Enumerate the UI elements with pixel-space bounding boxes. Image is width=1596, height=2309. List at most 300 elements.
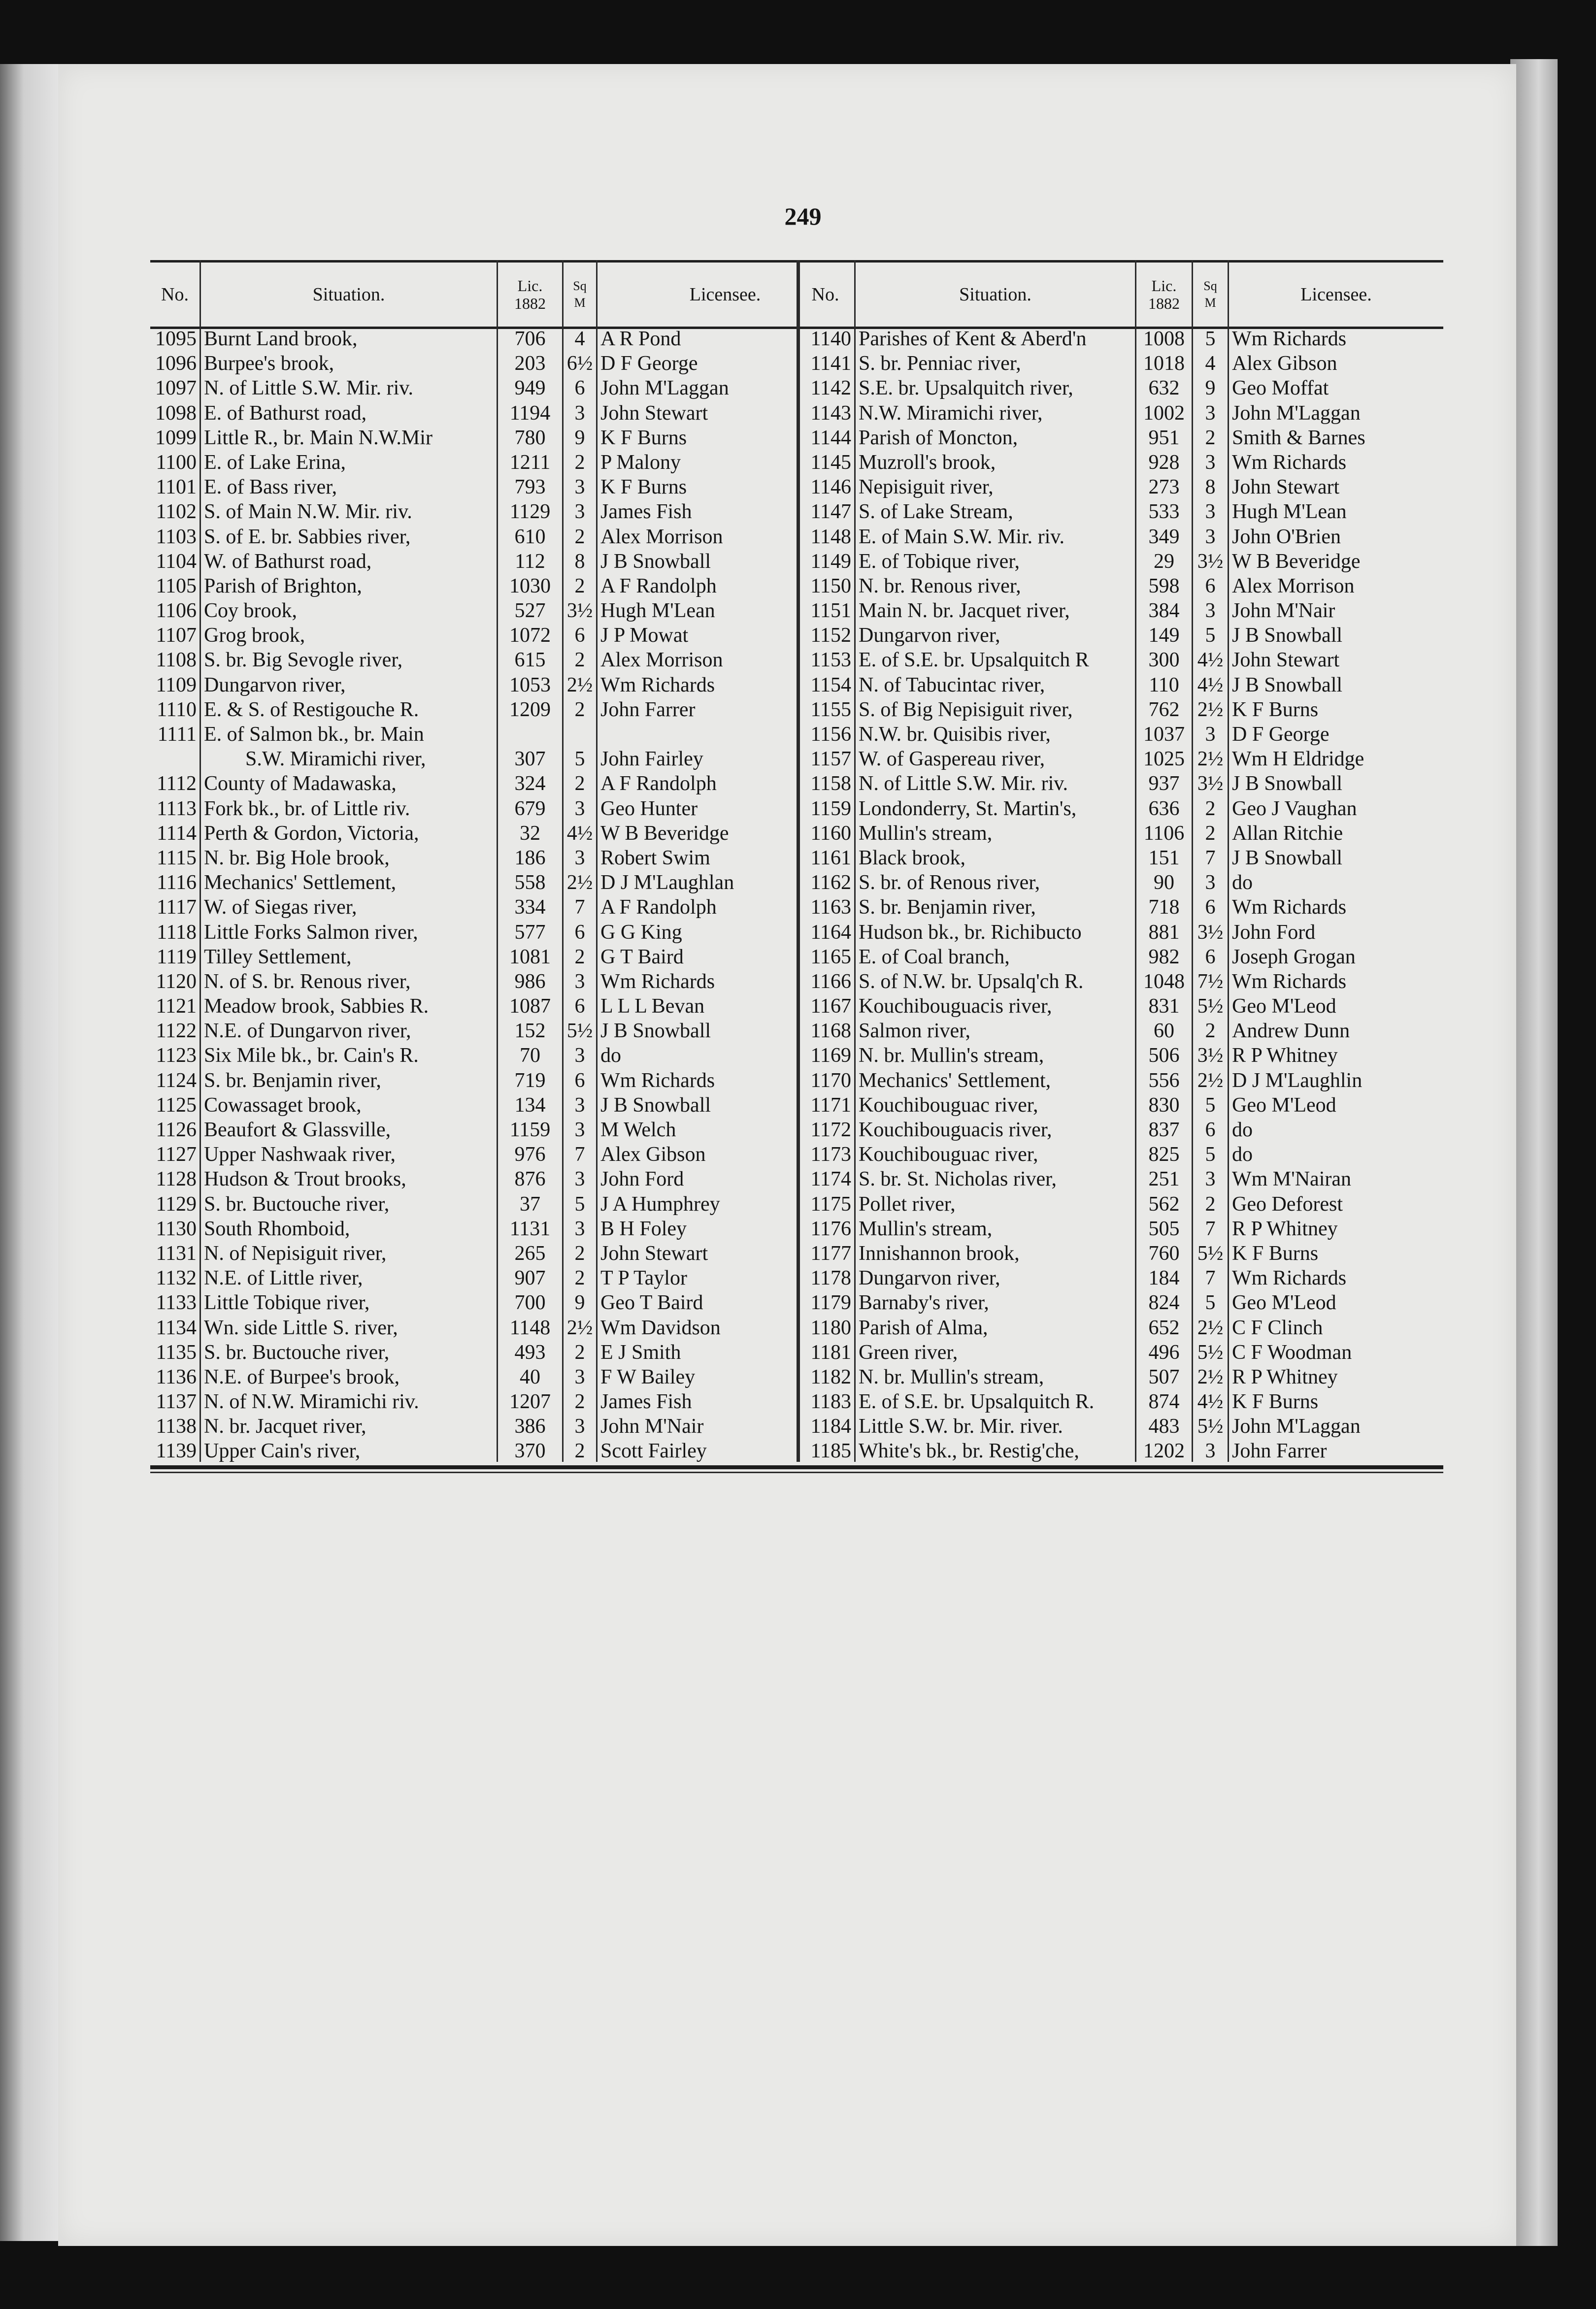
cell-situation: Parish of Brighton, — [204, 574, 362, 597]
cell-situation: W. of Siegas river, — [204, 896, 357, 919]
cell-situation: Main N. br. Jacquet river, — [859, 599, 1070, 623]
cell-no: 1145 — [810, 451, 851, 474]
cell-sq: 3 — [574, 476, 585, 499]
cell-sq: 6 — [574, 1069, 585, 1092]
cell-licensee: R P Whitney — [1232, 1217, 1338, 1240]
cell-no: 1173 — [810, 1143, 851, 1166]
cell-licensee: F W Bailey — [600, 1365, 696, 1388]
cell-licensee: C F Clinch — [1232, 1316, 1323, 1339]
cell-situation: E. of Bathurst road, — [204, 401, 367, 425]
cell-sq: 2 — [574, 1440, 585, 1463]
cell-situation: Parishes of Kent & Aberd'n — [859, 328, 1087, 350]
cell-situation: Coy brook, — [204, 599, 297, 623]
table-row — [150, 673, 853, 697]
cell-lic: 1209 — [509, 698, 551, 721]
table-row — [797, 351, 1443, 376]
cell-sq: 2 — [574, 525, 585, 548]
cell-lic: 334 — [514, 896, 546, 919]
cell-sq: 3½ — [1197, 921, 1224, 944]
cell-sq: 9 — [574, 426, 585, 449]
cell-lic: 652 — [1148, 1316, 1180, 1339]
cell-lic: 60 — [1154, 1020, 1174, 1043]
cell-no: 1113 — [157, 797, 197, 820]
cell-no: 1106 — [156, 599, 197, 623]
table-row — [797, 747, 1443, 771]
cell-licensee: A F Randolph — [600, 896, 717, 919]
table-row — [150, 450, 853, 475]
cell-situation: Hudson & Trout brooks, — [204, 1168, 406, 1191]
cell-no: 1163 — [810, 896, 851, 919]
table-row — [150, 549, 853, 574]
cell-no: 1162 — [810, 871, 851, 894]
cell-lic: 493 — [514, 1341, 546, 1364]
cell-licensee: John M'Nair — [600, 1415, 704, 1438]
header-lic — [498, 263, 562, 327]
header-no: No. — [811, 284, 839, 305]
cell-sq: 2 — [574, 772, 585, 795]
cell-licensee: L L L Bevan — [600, 995, 705, 1018]
cell-licensee: John O'Brien — [1232, 525, 1341, 548]
cell-licensee: D J M'Laughlin — [1232, 1069, 1363, 1092]
cell-lic: 700 — [514, 1291, 546, 1315]
cell-no: 1185 — [810, 1440, 851, 1463]
cell-sq: 5 — [574, 748, 585, 771]
cell-licensee: John M'Laggan — [1232, 401, 1361, 425]
header-sq-line1: Sq — [573, 279, 587, 293]
cell-situation: Dungarvon river, — [859, 624, 1000, 647]
cell-licensee: D F George — [600, 352, 698, 375]
table-row — [797, 673, 1443, 697]
table-row — [797, 525, 1443, 549]
cell-no: 1149 — [810, 550, 851, 573]
cell-licensee: J B Snowball — [1232, 772, 1343, 795]
cell-lic: 1025 — [1143, 748, 1185, 771]
cell-sq: 5½ — [1197, 1242, 1224, 1265]
cell-licensee: Geo Moffat — [1232, 377, 1329, 400]
cell-situation: S. br. Buctouche river, — [204, 1341, 390, 1364]
cell-lic: 874 — [1148, 1390, 1180, 1414]
cell-situation: Upper Nashwaak river, — [204, 1143, 396, 1166]
cell-situation: N.W. br. Quisibis river, — [859, 723, 1051, 746]
cell-licensee: Wm Richards — [1232, 328, 1347, 350]
left-page-edge — [0, 64, 59, 2241]
cell-sq: 2 — [574, 1390, 585, 1414]
cell-no: 1138 — [156, 1415, 197, 1438]
table-row — [797, 1118, 1443, 1142]
table-row — [797, 1439, 1443, 1463]
cell-situation: S. br. Buctouche river, — [204, 1192, 390, 1216]
cell-no: 1178 — [810, 1267, 851, 1290]
cell-lic: 1002 — [1143, 401, 1185, 425]
cell-lic: 718 — [1148, 896, 1180, 919]
table-row — [797, 648, 1443, 672]
cell-lic: 1072 — [509, 624, 551, 647]
cell-no: 1155 — [810, 698, 851, 721]
cell-no: 1121 — [156, 995, 197, 1018]
cell-sq: 3 — [574, 797, 585, 820]
table-row — [797, 796, 1443, 821]
header-lic-line2: 1882 — [1148, 295, 1180, 312]
cell-licensee: Smith & Barnes — [1232, 426, 1365, 449]
table-bottom-rule — [150, 1465, 1443, 1469]
cell-lic: 1129 — [509, 500, 551, 524]
cell-lic: 90 — [1154, 871, 1174, 894]
cell-lic: 1211 — [509, 451, 551, 474]
cell-lic: 928 — [1148, 451, 1180, 474]
cell-lic: 610 — [514, 525, 546, 548]
cell-lic: 1081 — [509, 945, 551, 968]
cell-no: 1111 — [157, 723, 197, 746]
cell-lic: 780 — [514, 426, 546, 449]
header-sq-line2: M — [574, 296, 586, 310]
cell-sq: 5 — [1205, 328, 1216, 350]
table-row — [150, 1068, 853, 1093]
cell-no: 1125 — [156, 1093, 197, 1117]
cell-no: 1161 — [810, 846, 851, 869]
cell-sq: 2 — [574, 698, 585, 721]
cell-licensee: James Fish — [600, 1390, 692, 1414]
cell-sq: 5½ — [1197, 1341, 1224, 1364]
cell-lic: 1159 — [509, 1119, 551, 1141]
cell-situation: Mullin's stream, — [859, 822, 993, 845]
cell-licensee: Wm Richards — [1232, 970, 1347, 993]
cell-situation: E. of Main S.W. Mir. riv. — [859, 525, 1065, 548]
cell-situation: Salmon river, — [859, 1020, 970, 1043]
cell-licensee: J B Snowball — [1232, 846, 1343, 869]
cell-licensee: G G King — [600, 921, 682, 944]
cell-sq: 7 — [1205, 1217, 1216, 1240]
cell-sq: 8 — [574, 550, 585, 573]
table-bottom-rule-thin — [150, 1472, 1443, 1473]
cell-situation: Little Forks Salmon river, — [204, 921, 418, 944]
cell-licensee: Wm Davidson — [600, 1316, 721, 1339]
table-row — [150, 1019, 853, 1043]
right-licence-table — [797, 256, 1443, 1463]
cell-situation: Fork bk., br. of Little riv. — [204, 797, 410, 820]
cell-lic: 110 — [1149, 673, 1179, 696]
cell-no: 1182 — [810, 1365, 851, 1388]
cell-licensee: K F Burns — [1232, 698, 1319, 721]
cell-licensee: W B Beveridge — [600, 822, 729, 845]
cell-no: 1169 — [810, 1044, 851, 1067]
cell-no: 1095 — [155, 328, 197, 350]
cell-situation: N. of Nepisiguit river, — [204, 1242, 387, 1265]
cell-licensee: Allan Ritchie — [1232, 822, 1343, 845]
table-row — [797, 1142, 1443, 1167]
cell-sq: 6 — [574, 921, 585, 944]
table-row — [797, 1290, 1443, 1315]
cell-lic: 831 — [1148, 995, 1180, 1018]
header-sq — [1193, 263, 1228, 327]
cell-sq: 7½ — [1197, 970, 1224, 993]
cell-situation: S. of N.W. br. Upsalq'ch R. — [859, 970, 1084, 993]
cell-no: 1143 — [810, 401, 851, 425]
cell-sq: 3 — [574, 970, 585, 993]
cell-situation: Green river, — [859, 1341, 958, 1364]
cell-licensee: A F Randolph — [600, 574, 717, 597]
cell-situation: Kouchibouguac river, — [859, 1143, 1038, 1166]
cell-sq: 2½ — [1197, 1316, 1224, 1339]
header-situation: Situation. — [312, 284, 385, 305]
cell-lic: 29 — [1154, 550, 1174, 573]
cell-no: 1110 — [157, 698, 197, 721]
cell-situation: Perth & Gordon, Victoria, — [204, 822, 419, 845]
cell-situation: Hudson bk., br. Richibucto — [859, 921, 1082, 944]
cell-lic: 1048 — [1143, 970, 1185, 993]
header-licensee: Licensee. — [1300, 284, 1372, 305]
cell-situation: Parish of Alma, — [859, 1316, 988, 1339]
cell-no: 1184 — [810, 1415, 851, 1438]
cell-sq: 3 — [1205, 1440, 1216, 1463]
cell-sq: 6 — [1205, 1119, 1216, 1141]
cell-sq: 2 — [1205, 822, 1216, 845]
cell-sq: 6 — [1205, 945, 1216, 968]
cell-situation: S. br. of Renous river, — [859, 871, 1040, 894]
cell-no: 1139 — [156, 1440, 197, 1463]
cell-sq: 3 — [1205, 599, 1216, 623]
cell-situation: E. of Tobique river, — [859, 550, 1020, 573]
cell-no: 1183 — [810, 1390, 851, 1414]
cell-lic: 679 — [514, 797, 546, 820]
cell-licensee: R P Whitney — [1232, 1044, 1338, 1067]
cell-lic: 556 — [1148, 1069, 1180, 1092]
cell-no: 1179 — [810, 1291, 851, 1315]
right-page-edge — [1510, 59, 1558, 2246]
cell-sq: 3½ — [566, 599, 593, 623]
cell-licensee: John Stewart — [1232, 649, 1340, 672]
table-row — [797, 1266, 1443, 1290]
cell-lic: 32 — [520, 822, 540, 845]
cell-licensee: Geo M'Leod — [1232, 995, 1336, 1018]
cell-situation: N. br. Jacquet river, — [204, 1415, 366, 1438]
cell-licensee: W B Beveridge — [1232, 550, 1361, 573]
cell-no: 1108 — [156, 649, 197, 672]
cell-situation: Kouchibouguacis river, — [859, 995, 1052, 1018]
cell-situation: Cowassaget brook, — [204, 1093, 362, 1117]
cell-licensee: James Fish — [600, 500, 692, 524]
table-row — [150, 1414, 853, 1439]
left-licence-table — [150, 256, 853, 1463]
cell-sq: 7 — [1205, 1267, 1216, 1290]
cell-no: 1126 — [156, 1119, 197, 1141]
cell-no: 1180 — [810, 1316, 851, 1339]
header-lic-line1: Lic. — [517, 277, 543, 295]
cell-licensee: J P Mowat — [600, 624, 689, 647]
table-row — [797, 1068, 1443, 1093]
table-row — [150, 1093, 853, 1118]
table-row — [797, 376, 1443, 400]
cell-lic: 203 — [514, 352, 546, 375]
cell-lic: 1207 — [509, 1390, 551, 1414]
cell-no: 1103 — [156, 525, 197, 548]
cell-sq: 2 — [574, 945, 585, 968]
cell-licensee: John Stewart — [1232, 476, 1340, 499]
cell-situation: Six Mile bk., br. Cain's R. — [204, 1044, 419, 1067]
cell-no: 1115 — [157, 846, 197, 869]
cell-sq: 4½ — [1197, 1390, 1224, 1414]
cell-situation: W. of Gaspereau river, — [859, 748, 1045, 771]
table-row — [150, 1290, 853, 1315]
table-row — [150, 525, 853, 549]
cell-lic: 1202 — [1143, 1440, 1185, 1463]
cell-sq: 2 — [1205, 797, 1216, 820]
cell-sq: 7 — [574, 896, 585, 919]
cell-lic: 1106 — [1143, 822, 1185, 845]
table-row — [150, 401, 853, 426]
table-row — [150, 1241, 853, 1266]
table-row — [150, 697, 853, 722]
cell-sq: 2 — [1205, 1192, 1216, 1216]
cell-licensee: G T Baird — [600, 945, 684, 968]
cell-licensee: J B Snowball — [600, 550, 711, 573]
cell-sq: 3 — [574, 1044, 585, 1067]
cell-no: 1170 — [810, 1069, 851, 1092]
cell-licensee: Wm Richards — [1232, 1267, 1347, 1290]
cell-licensee: Scott Fairley — [600, 1440, 707, 1463]
cell-sq: 2½ — [566, 1316, 593, 1339]
cell-situation: Burpee's brook, — [204, 352, 334, 375]
cell-situation: N. of S. br. Renous river, — [204, 970, 411, 993]
cell-no: 1129 — [156, 1192, 197, 1216]
cell-licensee: K F Burns — [1232, 1390, 1319, 1414]
cell-no: 1114 — [157, 822, 197, 845]
header-sq-line2: M — [1204, 296, 1216, 310]
cell-lic: 151 — [1148, 846, 1180, 869]
cell-sq: 3 — [574, 1217, 585, 1240]
cell-sq: 3½ — [1197, 772, 1224, 795]
cell-situation: N. br. Big Hole brook, — [204, 846, 390, 869]
cell-lic: 184 — [1148, 1267, 1180, 1290]
table-row — [150, 1043, 853, 1068]
cell-lic: 577 — [514, 921, 546, 944]
table-row — [150, 648, 853, 672]
cell-situation: S. br. Big Sevogle river, — [204, 649, 403, 672]
cell-lic: 986 — [514, 970, 546, 993]
table-row — [797, 1316, 1443, 1340]
cell-sq: 6 — [574, 624, 585, 647]
cell-licensee: J B Snowball — [600, 1093, 711, 1117]
table-row — [150, 895, 853, 920]
cell-no: 1144 — [810, 426, 851, 449]
cell-sq: 3 — [1205, 500, 1216, 524]
cell-no: 1101 — [156, 476, 197, 499]
table-row — [797, 846, 1443, 870]
table-row — [797, 327, 1443, 351]
cell-sq: 8 — [1205, 476, 1216, 499]
cell-lic: 370 — [514, 1440, 546, 1463]
cell-licensee: Geo Hunter — [600, 797, 698, 820]
cell-situation: S. br. St. Nicholas river, — [859, 1168, 1057, 1191]
cell-sq: 4½ — [1197, 649, 1224, 672]
cell-lic: 152 — [514, 1020, 546, 1043]
table-row — [150, 821, 853, 846]
cell-sq: 3 — [1205, 451, 1216, 474]
cell-situation: S. br. Benjamin river, — [204, 1069, 381, 1092]
cell-sq: 4 — [574, 328, 585, 350]
cell-lic: 506 — [1148, 1044, 1180, 1067]
cell-no: 1172 — [810, 1119, 851, 1141]
cell-situation: South Rhomboid, — [204, 1217, 350, 1240]
cell-situation: N.E. of Burpee's brook, — [204, 1365, 400, 1388]
table-row — [150, 994, 853, 1019]
cell-situation: Little R., br. Main N.W.Mir — [204, 426, 432, 449]
cell-licensee: K F Burns — [600, 426, 687, 449]
table-row — [797, 1043, 1443, 1068]
cell-situation: Nepisiguit river, — [859, 476, 994, 499]
cell-situation: Tilley Settlement, — [204, 945, 352, 968]
cell-licensee: John Stewart — [600, 401, 708, 425]
cell-no: 1159 — [810, 797, 851, 820]
cell-sq: 6½ — [566, 352, 593, 375]
cell-lic: 837 — [1148, 1119, 1180, 1141]
left-table-body — [150, 327, 853, 1464]
table-row — [797, 401, 1443, 426]
cell-no: 1128 — [156, 1168, 197, 1191]
cell-sq: 6 — [574, 995, 585, 1018]
cell-lic: 951 — [1148, 426, 1180, 449]
cell-licensee: Hugh M'Lean — [1232, 500, 1347, 524]
table-row — [150, 771, 853, 796]
cell-situation: Pollet river, — [859, 1192, 956, 1216]
cell-lic: 558 — [514, 871, 546, 894]
table-row — [797, 1019, 1443, 1043]
cell-situation: W. of Bathurst road, — [204, 550, 372, 573]
cell-licensee: J B Snowball — [1232, 673, 1343, 696]
cell-no: 1120 — [156, 970, 197, 993]
cell-no: 1152 — [810, 624, 851, 647]
cell-situation: N.E. of Little river, — [204, 1267, 363, 1290]
cell-situation: Kouchibouguac river, — [859, 1093, 1038, 1117]
cell-situation: S. of Main N.W. Mir. riv. — [204, 500, 412, 524]
cell-licensee: Joseph Grogan — [1232, 945, 1356, 968]
cell-sq: 2½ — [1197, 1069, 1224, 1092]
table-row — [797, 895, 1443, 920]
cell-sq: 2 — [574, 649, 585, 672]
cell-no: 1116 — [157, 871, 197, 894]
cell-no: 1104 — [156, 550, 197, 573]
table-row — [150, 1167, 853, 1191]
cell-lic: 251 — [1148, 1168, 1180, 1191]
cell-no: 1147 — [810, 500, 851, 524]
cell-sq: 3 — [1205, 401, 1216, 425]
cell-lic: 496 — [1148, 1341, 1180, 1364]
cell-situation: N. of N.W. Miramichi riv. — [204, 1390, 419, 1414]
cell-lic: 1037 — [1143, 723, 1185, 746]
cell-licensee: E J Smith — [600, 1341, 681, 1364]
cell-sq: 4½ — [566, 822, 593, 845]
cell-situation: S. of E. br. Sabbies river, — [204, 525, 411, 548]
cell-licensee: do — [1232, 871, 1253, 894]
header-lic-line2: 1882 — [514, 295, 546, 312]
cell-situation: Little Tobique river, — [204, 1291, 370, 1315]
cell-lic: 615 — [514, 649, 546, 672]
table-row — [797, 1340, 1443, 1365]
table-row — [150, 1340, 853, 1365]
cell-situation: S. br. Benjamin river, — [859, 896, 1036, 919]
cell-no: 1181 — [810, 1341, 851, 1364]
cell-licensee: D F George — [1232, 723, 1330, 746]
cell-situation: County of Madawaska, — [204, 772, 397, 795]
cell-sq: 7 — [1205, 846, 1216, 869]
cell-lic: 824 — [1148, 1291, 1180, 1315]
table-row — [150, 796, 853, 821]
table-row — [150, 598, 853, 623]
cell-lic: 760 — [1148, 1242, 1180, 1265]
cell-no: 1123 — [156, 1044, 197, 1067]
cell-situation: S. br. Penniac river, — [859, 352, 1021, 375]
table-row — [150, 722, 853, 747]
cell-licensee: John Ford — [600, 1168, 684, 1191]
